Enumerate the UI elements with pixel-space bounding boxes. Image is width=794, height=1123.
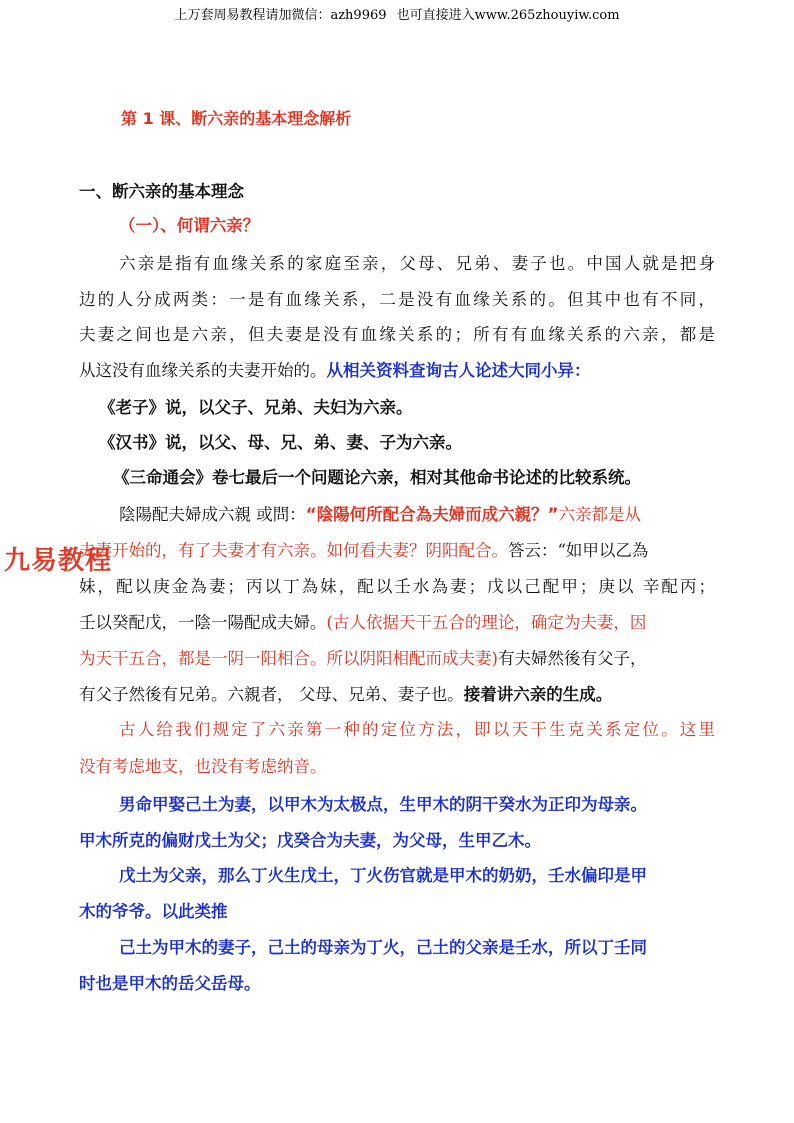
header-website-text: 也可直接进入www.265zhouyiw.com — [396, 8, 620, 23]
watermark-logo-text: 九易教程 — [4, 546, 113, 576]
section-heading: 一、断六亲的基本理念 — [79, 182, 244, 201]
para4-line5: 己土为甲木的妻子，己土的母亲为丁火，己土的父亲是壬水，所以丁壬同 — [119, 938, 647, 957]
para2-line4-note: (古人依据天干五合的理论，确定为夫妻，因 — [326, 613, 647, 632]
para2-line6-text: 有父子然後有兄弟。六親者， 父母、兄弟、妻子也。 — [79, 685, 464, 704]
para1-line2: 边的人分成两类：一是有血缘关系，二是没有血缘关系的。但其中也有不同， — [79, 290, 715, 309]
para2-line2-note: 夫妻开始的，有了夫妻才有六亲。如何看夫妻？阴阳配合。 — [79, 541, 508, 560]
para1-line4-highlight: 从相关资料查询古人论述大同小异： — [326, 361, 591, 380]
para2-line1-text: 陰陽配夫婦成六親 或問： — [119, 505, 306, 524]
para4-line3: 戊土为父亲，那么丁火生戊土，丁火伤官就是甲木的奶奶，壬水偏印是甲 — [119, 866, 647, 885]
lesson-title: 第 1 课、断六亲的基本理念解析 — [121, 109, 352, 128]
para2-line1 — [119, 503, 641, 527]
quote-hanshu: 《汉书》说，以父、母、兄、弟、妻、子为六亲。 — [99, 433, 462, 452]
para4-line2: 甲木所克的偏财戊土为父；戊癸合为夫妻，为父母，生甲乙木。 — [79, 831, 541, 850]
para2-line1-question: “陰陽何所配合為夫婦而成六親？” — [305, 505, 559, 524]
para2-line2-text: 答云：“如甲以乙為 — [508, 541, 649, 560]
para2-line2 — [79, 539, 648, 563]
page-header — [0, 6, 794, 26]
para4-line1: 男命甲娶己土为妻，以甲木为太极点，生甲木的阴干癸水为正印为母亲。 — [119, 795, 647, 814]
para4-line4: 木的爷爷。以此类推 — [79, 902, 228, 921]
para4-line6: 时也是甲木的岳父岳母。 — [79, 974, 261, 993]
para2-line5-text: 有夫婦然後有父子， — [497, 649, 647, 668]
para2-line5-note: 为天干五合，都是一阴一阳相合。所以阴阳相配而成夫妻) — [79, 649, 498, 668]
para3-line1: 古人给我们规定了六亲第一种的定位方法，即以天干生克关系定位。这里 — [119, 720, 715, 739]
quote-laozi: 《老子》说，以父子、兄弟、夫妇为六亲。 — [99, 398, 413, 417]
para2-line4-text: 壬以癸配戊，一陰一陽配成夫婦。 — [79, 613, 327, 632]
para1-line4-text: 从这没有血缘关系的夫妻开始的。 — [79, 361, 327, 380]
para2-line6 — [79, 683, 612, 707]
para2-line1-note: 六亲都是从 — [558, 505, 641, 524]
para2-line6-bold: 接着讲六亲的生成。 — [463, 685, 613, 704]
header-wechat-text: 上万套周易教程请加微信：azh9969 — [174, 8, 387, 23]
para2-line3: 妹，配以庚金為妻；丙以丁為妹，配以壬水為妻；戊以己配甲；庚以 辛配丙； — [79, 577, 715, 596]
section-subheading: （一）、何谓六亲？ — [119, 216, 260, 235]
para1-line4 — [79, 359, 591, 383]
para3-line2: 没有考虑地支，也没有考虑纳音。 — [79, 757, 327, 776]
quote-sanming: 《三命通会》卷七最后一个问题论六亲，相对其他命书论述的比较系统。 — [113, 468, 641, 487]
para1-line3: 夫妻之间也是六亲，但夫妻是没有血缘关系的；所有有血缘关系的六亲，都是 — [79, 325, 715, 344]
para2-line4 — [79, 611, 646, 635]
para1-line1: 六亲是指有血缘关系的家庭至亲，父母、兄弟、妻子也。中国人就是把身 — [119, 254, 715, 273]
para2-line5 — [79, 647, 646, 671]
